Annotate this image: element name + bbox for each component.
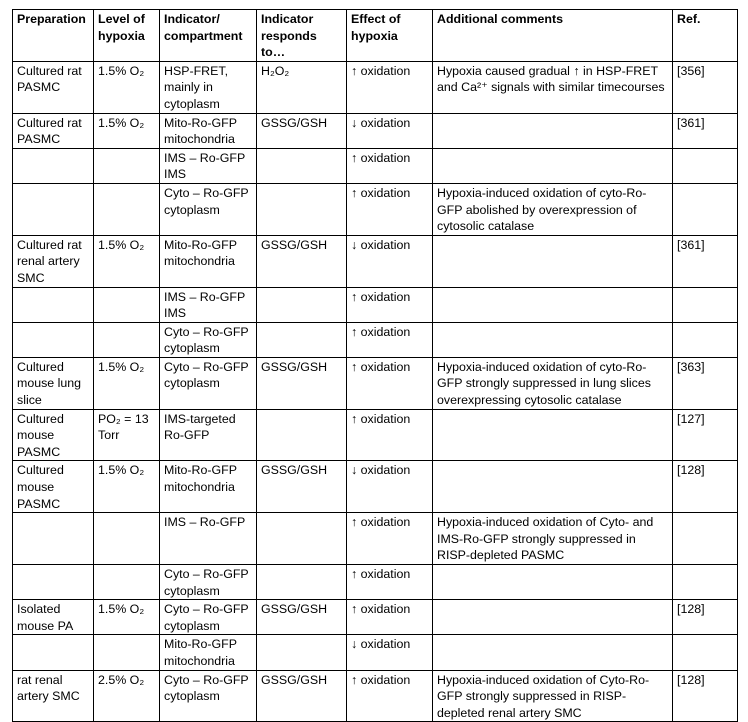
- table-row: [13, 235, 738, 287]
- cell-comment: [433, 461, 673, 513]
- cell-indicator: Cyto – Ro-GFP cytoplasm: [160, 600, 257, 635]
- header-level: Level of hypoxia: [94, 10, 160, 62]
- cell-ref: [673, 148, 738, 183]
- cell-effect: ↑ oxidation: [347, 600, 433, 635]
- cell-effect: ↑ oxidation: [347, 357, 433, 409]
- table-row: [13, 287, 738, 322]
- cell-comment: [433, 322, 673, 357]
- cell-indicator: Mito-Ro-GFP mitochondria: [160, 635, 257, 670]
- table-row: [13, 322, 738, 357]
- cell-responds: GSSG/GSH: [257, 461, 347, 513]
- cell-responds: [257, 565, 347, 600]
- cell-prep: Cultured rat PASMC: [13, 113, 94, 148]
- cell-level: 2.5% O₂: [94, 670, 160, 722]
- cell-prep: [13, 635, 94, 670]
- cell-prep: [13, 183, 94, 235]
- cell-effect: ↓ oxidation: [347, 635, 433, 670]
- cell-ref: [361]: [673, 235, 738, 287]
- cell-indicator: Cyto – Ro-GFP cytoplasm: [160, 322, 257, 357]
- cell-level: 1.5% O₂: [94, 600, 160, 635]
- cell-level: 1.5% O₂: [94, 113, 160, 148]
- table-row: [13, 600, 738, 635]
- cell-level: [94, 148, 160, 183]
- cell-effect: ↓ oxidation: [347, 235, 433, 287]
- cell-effect: ↑ oxidation: [347, 287, 433, 322]
- cell-effect: ↑ oxidation: [347, 409, 433, 461]
- cell-comment: [433, 113, 673, 148]
- cell-prep: Cultured mouse PASMC: [13, 461, 94, 513]
- cell-comment: Hypoxia-induced oxidation of cyto-Ro-GFP strongly suppressed in lung slices overexpressing cytosolic catalase: [433, 357, 673, 409]
- cell-level: [94, 183, 160, 235]
- cell-responds: GSSG/GSH: [257, 670, 347, 722]
- cell-effect: ↓ oxidation: [347, 461, 433, 513]
- cell-level: [94, 513, 160, 565]
- table-row: [13, 565, 738, 600]
- cell-indicator: IMS – Ro-GFP IMS: [160, 148, 257, 183]
- cell-prep: [13, 287, 94, 322]
- cell-effect: ↑ oxidation: [347, 565, 433, 600]
- table-row: [13, 183, 738, 235]
- cell-responds: GSSG/GSH: [257, 600, 347, 635]
- cell-level: [94, 635, 160, 670]
- table-row: [13, 635, 738, 670]
- table-row: [13, 670, 738, 722]
- cell-comment: [433, 635, 673, 670]
- cell-effect: ↑ oxidation: [347, 183, 433, 235]
- cell-responds: [257, 148, 347, 183]
- cell-indicator: Mito-Ro-GFP mitochondria: [160, 235, 257, 287]
- cell-ref: [128]: [673, 600, 738, 635]
- cell-ref: [673, 513, 738, 565]
- cell-prep: Cultured rat PASMC: [13, 61, 94, 113]
- cell-ref: [673, 635, 738, 670]
- cell-responds: [257, 322, 347, 357]
- table-row: [13, 409, 738, 461]
- cell-ref: [673, 565, 738, 600]
- cell-ref: [673, 287, 738, 322]
- cell-level: [94, 287, 160, 322]
- cell-responds: [257, 183, 347, 235]
- header-preparation: Preparation: [13, 10, 94, 62]
- cell-indicator: IMS – Ro-GFP IMS: [160, 287, 257, 322]
- cell-effect: ↓ oxidation: [347, 113, 433, 148]
- cell-comment: [433, 409, 673, 461]
- cell-indicator: Cyto – Ro-GFP cytoplasm: [160, 183, 257, 235]
- cell-prep: Cultured mouse lung slice: [13, 357, 94, 409]
- cell-comment: Hypoxia-induced oxidation of Cyto- and IMS-Ro-GFP strongly suppressed in RISP-depleted PASMC: [433, 513, 673, 565]
- cell-effect: ↑ oxidation: [347, 61, 433, 113]
- cell-level: 1.5% O₂: [94, 61, 160, 113]
- cell-ref: [128]: [673, 461, 738, 513]
- cell-level: 1.5% O₂: [94, 235, 160, 287]
- header-comments: Additional comments: [433, 10, 673, 62]
- cell-prep: [13, 565, 94, 600]
- cell-responds: [257, 409, 347, 461]
- cell-ref: [363]: [673, 357, 738, 409]
- hypoxia-indicator-table: [12, 9, 738, 722]
- cell-prep: Cultured mouse PASMC: [13, 409, 94, 461]
- cell-ref: [127]: [673, 409, 738, 461]
- cell-indicator: IMS-targeted Ro-GFP: [160, 409, 257, 461]
- table-row: [13, 461, 738, 513]
- cell-prep: Isolated mouse PA: [13, 600, 94, 635]
- cell-ref: [673, 183, 738, 235]
- cell-indicator: Mito-Ro-GFP mitochondria: [160, 113, 257, 148]
- header-responds: Indicator responds to…: [257, 10, 347, 62]
- cell-responds: [257, 513, 347, 565]
- cell-responds: H₂O₂: [257, 61, 347, 113]
- cell-responds: [257, 287, 347, 322]
- cell-prep: Cultured rat renal artery SMC: [13, 235, 94, 287]
- cell-level: [94, 322, 160, 357]
- cell-responds: GSSG/GSH: [257, 235, 347, 287]
- cell-effect: ↑ oxidation: [347, 148, 433, 183]
- cell-ref: [361]: [673, 113, 738, 148]
- cell-responds: GSSG/GSH: [257, 113, 347, 148]
- cell-prep: [13, 513, 94, 565]
- cell-ref: [128]: [673, 670, 738, 722]
- cell-comment: Hypoxia-induced oxidation of Cyto-Ro-GFP strongly suppressed in RISP-depleted renal artery SMC: [433, 670, 673, 722]
- cell-level: 1.5% O₂: [94, 357, 160, 409]
- header-ref: Ref.: [673, 10, 738, 62]
- table-row: [13, 357, 738, 409]
- cell-indicator: Cyto – Ro-GFP cytoplasm: [160, 670, 257, 722]
- table-row: [13, 113, 738, 148]
- cell-comment: [433, 235, 673, 287]
- cell-level: PO₂ = 13 Torr: [94, 409, 160, 461]
- cell-comment: [433, 148, 673, 183]
- header-indicator: Indicator/ compartment: [160, 10, 257, 62]
- cell-responds: GSSG/GSH: [257, 357, 347, 409]
- table-row: [13, 148, 738, 183]
- cell-comment: Hypoxia-induced oxidation of cyto-Ro-GFP abolished by overexpression of cytosolic catalase: [433, 183, 673, 235]
- cell-level: 1.5% O₂: [94, 461, 160, 513]
- cell-indicator: Cyto – Ro-GFP cytoplasm: [160, 357, 257, 409]
- header-row: [13, 10, 738, 62]
- cell-indicator: Cyto – Ro-GFP cytoplasm: [160, 565, 257, 600]
- cell-indicator: HSP-FRET, mainly in cytoplasm: [160, 61, 257, 113]
- cell-comment: [433, 600, 673, 635]
- cell-responds: [257, 635, 347, 670]
- cell-indicator: Mito-Ro-GFP mitochondria: [160, 461, 257, 513]
- cell-level: [94, 565, 160, 600]
- cell-indicator: IMS – Ro-GFP: [160, 513, 257, 565]
- table-row: [13, 513, 738, 565]
- table-row: [13, 61, 738, 113]
- cell-comment: [433, 287, 673, 322]
- cell-effect: ↑ oxidation: [347, 322, 433, 357]
- cell-effect: ↑ oxidation: [347, 670, 433, 722]
- cell-prep: [13, 322, 94, 357]
- cell-comment: [433, 565, 673, 600]
- header-effect: Effect of hypoxia: [347, 10, 433, 62]
- cell-prep: [13, 148, 94, 183]
- cell-ref: [356]: [673, 61, 738, 113]
- cell-prep: rat renal artery SMC: [13, 670, 94, 722]
- cell-comment: Hypoxia caused gradual ↑ in HSP-FRET and Ca²⁺ signals with similar timecourses: [433, 61, 673, 113]
- cell-effect: ↑ oxidation: [347, 513, 433, 565]
- cell-ref: [673, 322, 738, 357]
